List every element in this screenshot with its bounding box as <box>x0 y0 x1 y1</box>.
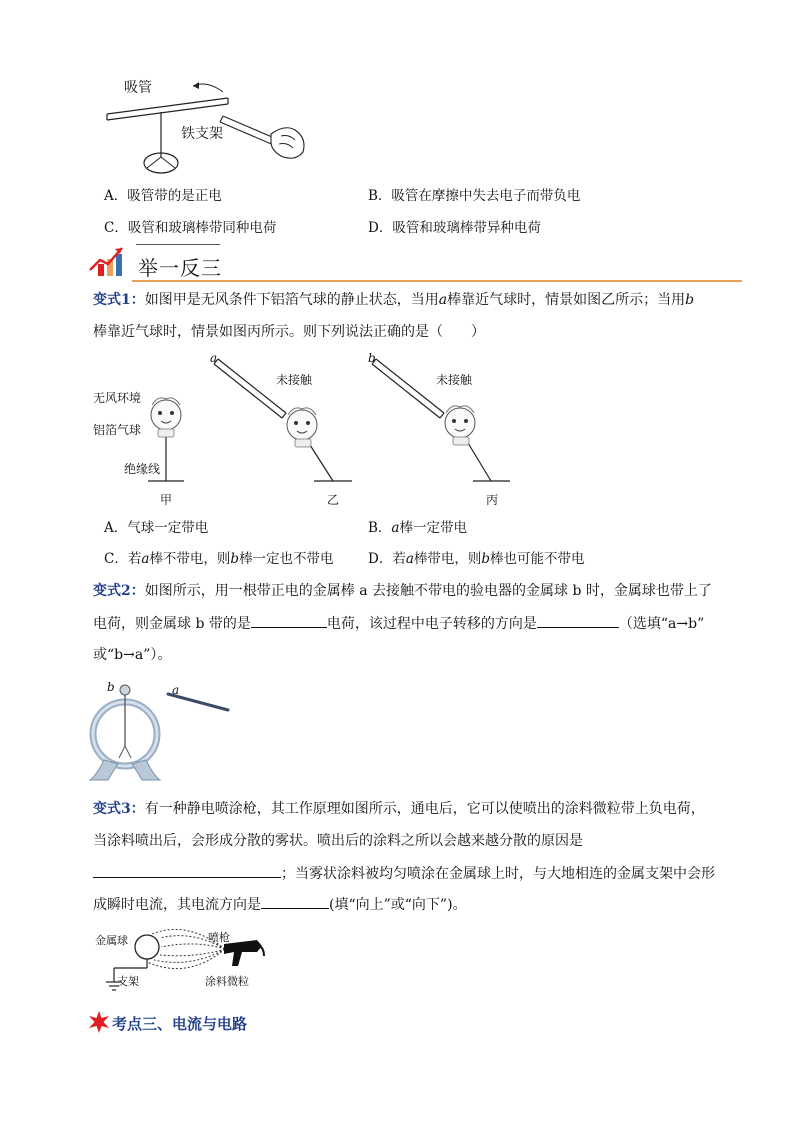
variant1-line1: 变式1：如图甲是无风条件下铝箔气球的静止状态，当用a棒靠近气球时，情景如图乙所示；当用b <box>93 292 695 308</box>
no-wind-label: 无风环境 <box>93 391 142 405</box>
caption-yi: 乙 <box>327 493 340 507</box>
caption-bing: 丙 <box>486 493 499 507</box>
chart-growth-icon <box>88 244 132 278</box>
variant1-label: 变式1： <box>93 292 145 308</box>
option-c: C．吸管和玻璃棒带同种电荷 <box>104 220 277 236</box>
variant2-line2: 电荷，则金属球 b 带的是 电荷，该过程中电子转移的方向是 （选填“a→b” <box>93 613 704 634</box>
variant3-line1: 变式3：有一种静电喷涂枪，其工作原理如图所示，通电后，它可以使喷出的涂料微粒带上负电荷， <box>93 801 705 817</box>
option-b: B．吸管在摩擦中失去电子而带负电 <box>368 188 581 204</box>
v1-option-d: D．若a棒带电，则b棒也可能不带电 <box>368 551 585 567</box>
stand-label: 铁支架 <box>181 126 223 142</box>
variant3-line2: 当涂料喷出后，会形成分散的雾状。喷出后的涂料之所以会越来越分散的原因是 <box>93 833 583 849</box>
section-title: 举一反三 <box>138 256 222 280</box>
insulated-wire-label: 绝缘线 <box>124 462 161 476</box>
rod-b <box>372 359 444 418</box>
blank-disperse-reason[interactable] <box>93 863 281 878</box>
kaodian-title: 考点三、电流与电路 <box>112 1015 248 1033</box>
blank-charge-type[interactable] <box>251 613 327 628</box>
electroscope-a-label: a <box>172 683 180 697</box>
v1-option-a: A．气球一定带电 <box>104 520 209 536</box>
balloon-figure <box>88 345 558 510</box>
fig-a-label: a <box>210 351 218 365</box>
variant3-line4: 成瞬时电流，其电流方向是 (填“向上”或“向下”)。 <box>93 894 467 915</box>
metal-ball-label: 金属球 <box>95 934 128 947</box>
option-a: A．吸管带的是正电 <box>104 188 222 204</box>
variant2-line1: 变式2：如图所示，用一根带正电的金属棒 a 去接触不带电的验电器的金属球 b 时，金属球也带上了 <box>93 583 712 599</box>
blank-current-direction[interactable] <box>261 894 329 909</box>
variant3-label: 变式3： <box>93 801 145 817</box>
balloon-bing <box>445 406 510 481</box>
v1-option-b: B．a棒一定带电 <box>368 520 467 536</box>
v1-option-c: C．若a棒不带电，则b棒一定也不带电 <box>104 551 334 567</box>
foil-balloon-label: 铝箔气球 <box>93 423 142 437</box>
untouched-label-1: 未接触 <box>276 373 313 387</box>
variant2-line3: 或“b→a”）。 <box>93 647 172 663</box>
hand-icon <box>271 128 304 159</box>
straw <box>107 98 228 120</box>
metal-ball <box>135 935 159 959</box>
balloon-yi <box>287 408 352 481</box>
particles-label: 涂料微粒 <box>205 975 249 988</box>
electroscope-b-label: b <box>107 680 115 694</box>
blank-electron-direction[interactable] <box>537 613 619 628</box>
glass-rod <box>220 116 279 146</box>
fig-b-label: b <box>368 351 376 365</box>
variant3-line3: ；当雾状涂料被均匀喷涂在金属球上时，与大地相连的金属支架中会形 <box>93 863 715 884</box>
metal-ball-b <box>120 685 130 695</box>
untouched-label-2: 未接触 <box>436 373 473 387</box>
section-divider <box>132 280 742 282</box>
straw-label: 吸管 <box>124 80 152 96</box>
title-overline <box>136 244 220 245</box>
gun-label: 喷枪 <box>208 931 230 944</box>
caption-jia: 甲 <box>160 493 173 507</box>
variant2-label: 变式2： <box>93 583 145 599</box>
variant1-line2: 棒靠近气球时，情景如图丙所示。则下列说法正确的是（ ） <box>93 324 485 340</box>
stand-label-2: 支架 <box>117 975 139 988</box>
option-d: D．吸管和玻璃棒带异种电荷 <box>368 220 541 236</box>
red-star-icon <box>88 1011 110 1033</box>
